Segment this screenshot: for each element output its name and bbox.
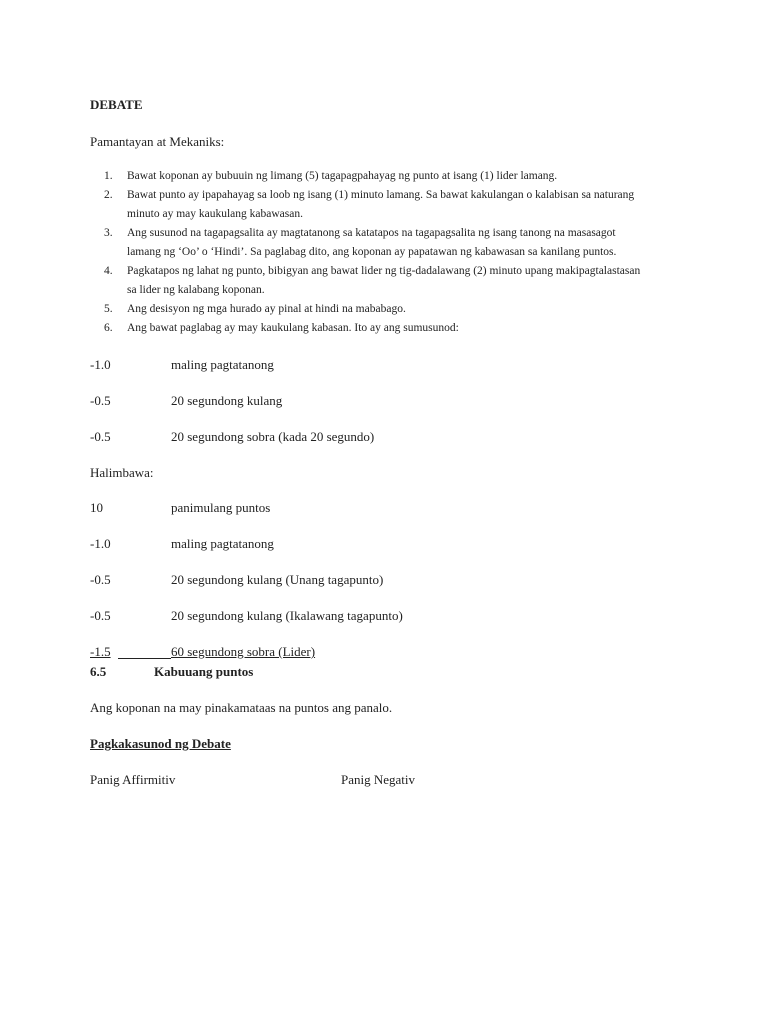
rules-list <box>90 167 650 338</box>
rule-number: 4. <box>104 265 113 277</box>
example-value: -1.5 <box>90 644 111 659</box>
rule-text: Bawat koponan ay bubuuin ng limang (5) tagapagpahayag ng punto at isang (1) lider lamang. <box>127 170 558 182</box>
rule-number: 1. <box>104 170 113 182</box>
rule-item <box>90 167 650 186</box>
rule-text: Ang desisyon ng mga hurado ay pinal at hindi na mababago. <box>127 303 406 315</box>
example-label: Halimbawa: <box>90 465 154 480</box>
side-negative: Panig Negativ <box>341 772 416 787</box>
example-value: -0.5 <box>90 608 111 623</box>
rule-item <box>90 262 650 300</box>
rule-number: 2. <box>104 189 113 201</box>
example-value: 10 <box>90 500 103 515</box>
section-intro: Pamantayan at Mekaniks: <box>90 134 225 149</box>
penalty-value: -0.5 <box>90 393 111 408</box>
rule-item <box>90 300 650 319</box>
total-desc: Kabuuang puntos <box>154 664 254 679</box>
document-title: DEBATE <box>90 97 143 112</box>
example-desc: 20 segundong kulang (Ikalawang tagapunto) <box>171 608 403 623</box>
penalty-value: -0.5 <box>90 429 111 444</box>
side-affirmative: Panig Affirmitiv <box>90 772 176 787</box>
total-value: 6.5 <box>90 664 107 679</box>
rule-item <box>90 186 650 224</box>
rule-item <box>90 319 650 338</box>
example-desc: 20 segundong kulang (Unang tagapunto) <box>171 572 384 587</box>
example-value: -0.5 <box>90 572 111 587</box>
penalty-desc: 20 segundong kulang <box>171 393 283 408</box>
rule-item <box>90 224 650 262</box>
rule-number: 3. <box>104 227 113 239</box>
order-heading: Pagkakasunod ng Debate <box>90 736 231 751</box>
rule-text: Bawat punto ay ipapahayag sa loob ng isang (1) minuto lamang. Sa bawat kakulangan o kalabisan sa naturang minuto ay may kaukulang kabawasan. <box>127 189 635 220</box>
rule-number: 6. <box>104 322 113 334</box>
penalty-value: -1.0 <box>90 357 111 372</box>
example-desc: panimulang puntos <box>171 500 271 515</box>
penalty-desc: 20 segundong sobra (kada 20 segundo) <box>171 429 375 444</box>
rule-text: Ang bawat paglabag ay may kaukulang kabasan. Ito ay ang sumusunod: <box>127 322 459 334</box>
winner-note: Ang koponan na may pinakamataas na puntos ang panalo. <box>90 700 393 715</box>
example-value: -1.0 <box>90 536 111 551</box>
example-desc: maling pagtatanong <box>171 536 274 551</box>
rule-number: 5. <box>104 303 113 315</box>
rule-text: Pagkatapos ng lahat ng punto, bibigyan ang bawat lider ng tig-dadalawang (2) minuto upang makipagtalastasan sa lider ng kalabang koponan. <box>127 265 641 296</box>
example-desc: 60 segundong sobra (Lider) <box>171 644 316 659</box>
rule-text: Ang susunod na tagapagsalita ay magtatanong sa katatapos na tagapagsalita ng isang tanong na masasagot lamang ng ‘Oo’ o ‘Hindi’. Sa paglabag dito, ang koponan ay papatawan ng kabawasan sa kanilang puntos. <box>127 227 617 258</box>
penalty-desc: maling pagtatanong <box>171 357 274 372</box>
underline-gap <box>118 644 171 659</box>
